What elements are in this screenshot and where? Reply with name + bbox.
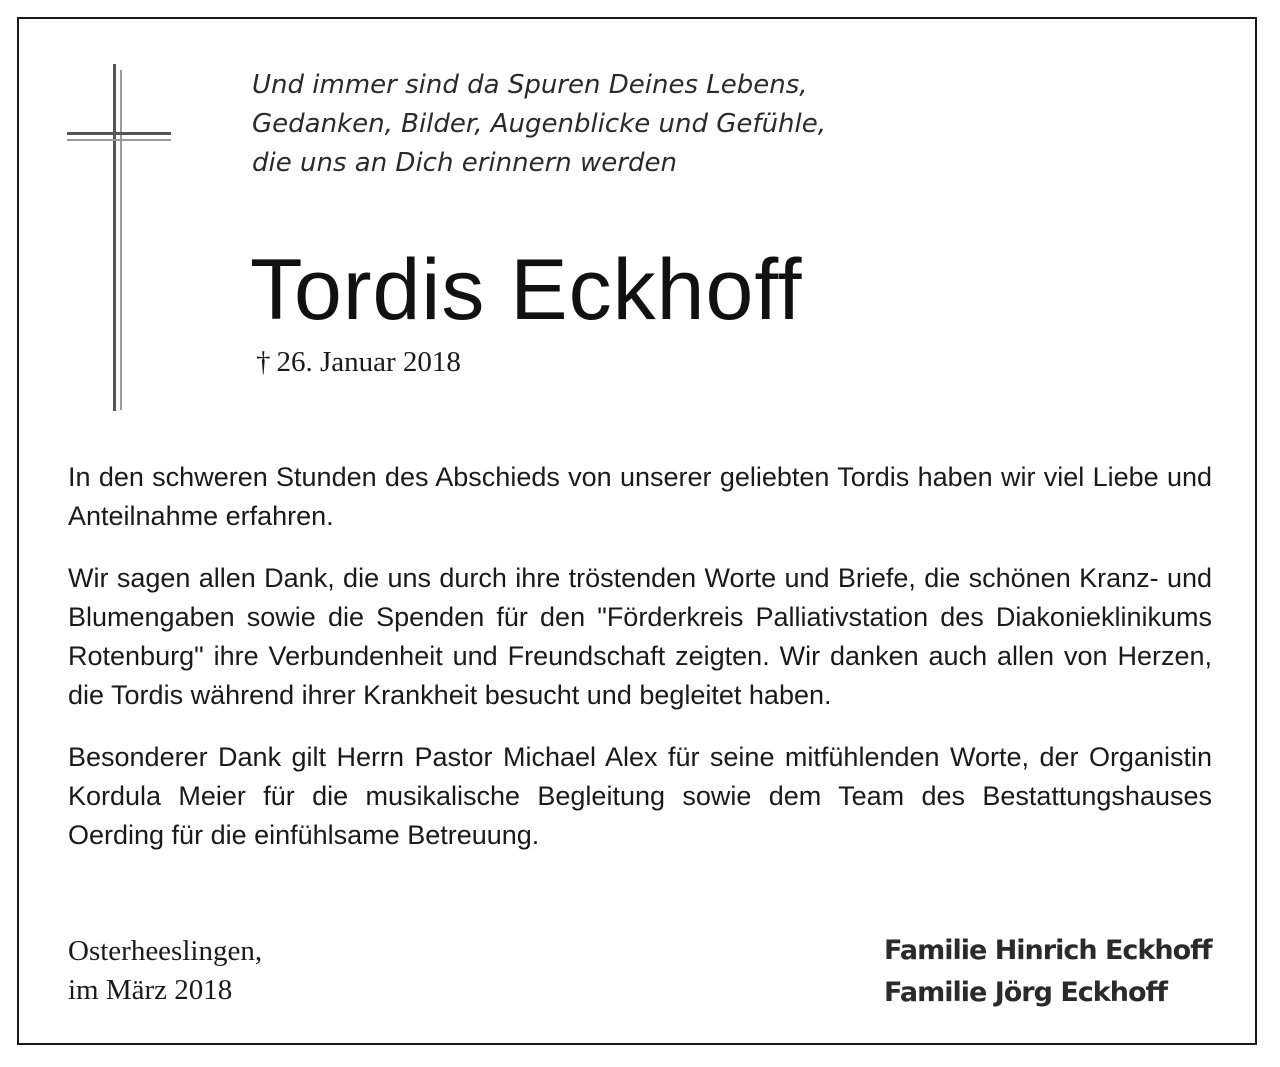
memorial-quote (252, 66, 952, 183)
signature-block (884, 930, 1212, 1014)
paragraph: In den schweren Stunden des Abschieds von unserer geliebten Tordis haben wir viel Liebe und Anteilnahme erfahren. (68, 462, 1212, 531)
thank-you-text (68, 458, 1212, 855)
place-name: Osterheeslingen, (68, 935, 263, 967)
deceased-name: Tordis Eckhoff (250, 242, 803, 338)
death-date-line (256, 342, 461, 382)
publication-date: im März 2018 (68, 974, 233, 1006)
paragraph: Wir sagen allen Dank, die uns durch ihre tröstenden Worte und Briefe, die schönen Kranz- und Blumengaben sowie die Spenden für den "Förderkreis Palliativstation des Diakonieklinikums Rotenburg" ihre Verbundenheit und Freundschaft zeigten. Wir danken auch allen von Herzen, die Tordis während ihrer Krankheit besucht und begleitet haben. (68, 563, 1212, 710)
signer: Familie Hinrich Eckhoff (884, 935, 1212, 966)
death-date: 26. Januar 2018 (276, 346, 461, 378)
signer: Familie Jörg Eckhoff (884, 977, 1167, 1008)
place-and-date (68, 932, 262, 1010)
dagger-symbol: † (256, 346, 271, 378)
quote-line: Gedanken, Bilder, Augenblicke und Gefühle, (252, 109, 827, 139)
quote-line: Und immer sind da Spuren Deines Lebens, (252, 70, 808, 100)
quote-line: die uns an Dich erinnern werden (252, 148, 677, 178)
paragraph: Besonderer Dank gilt Herrn Pastor Michael Alex für seine mitfühlenden Worte, der Organistin Kordula Meier für die musikalische Begleitung sowie dem Team des Bestattungshauses Oerding für die einfühlsame Betreuung. (68, 742, 1212, 850)
